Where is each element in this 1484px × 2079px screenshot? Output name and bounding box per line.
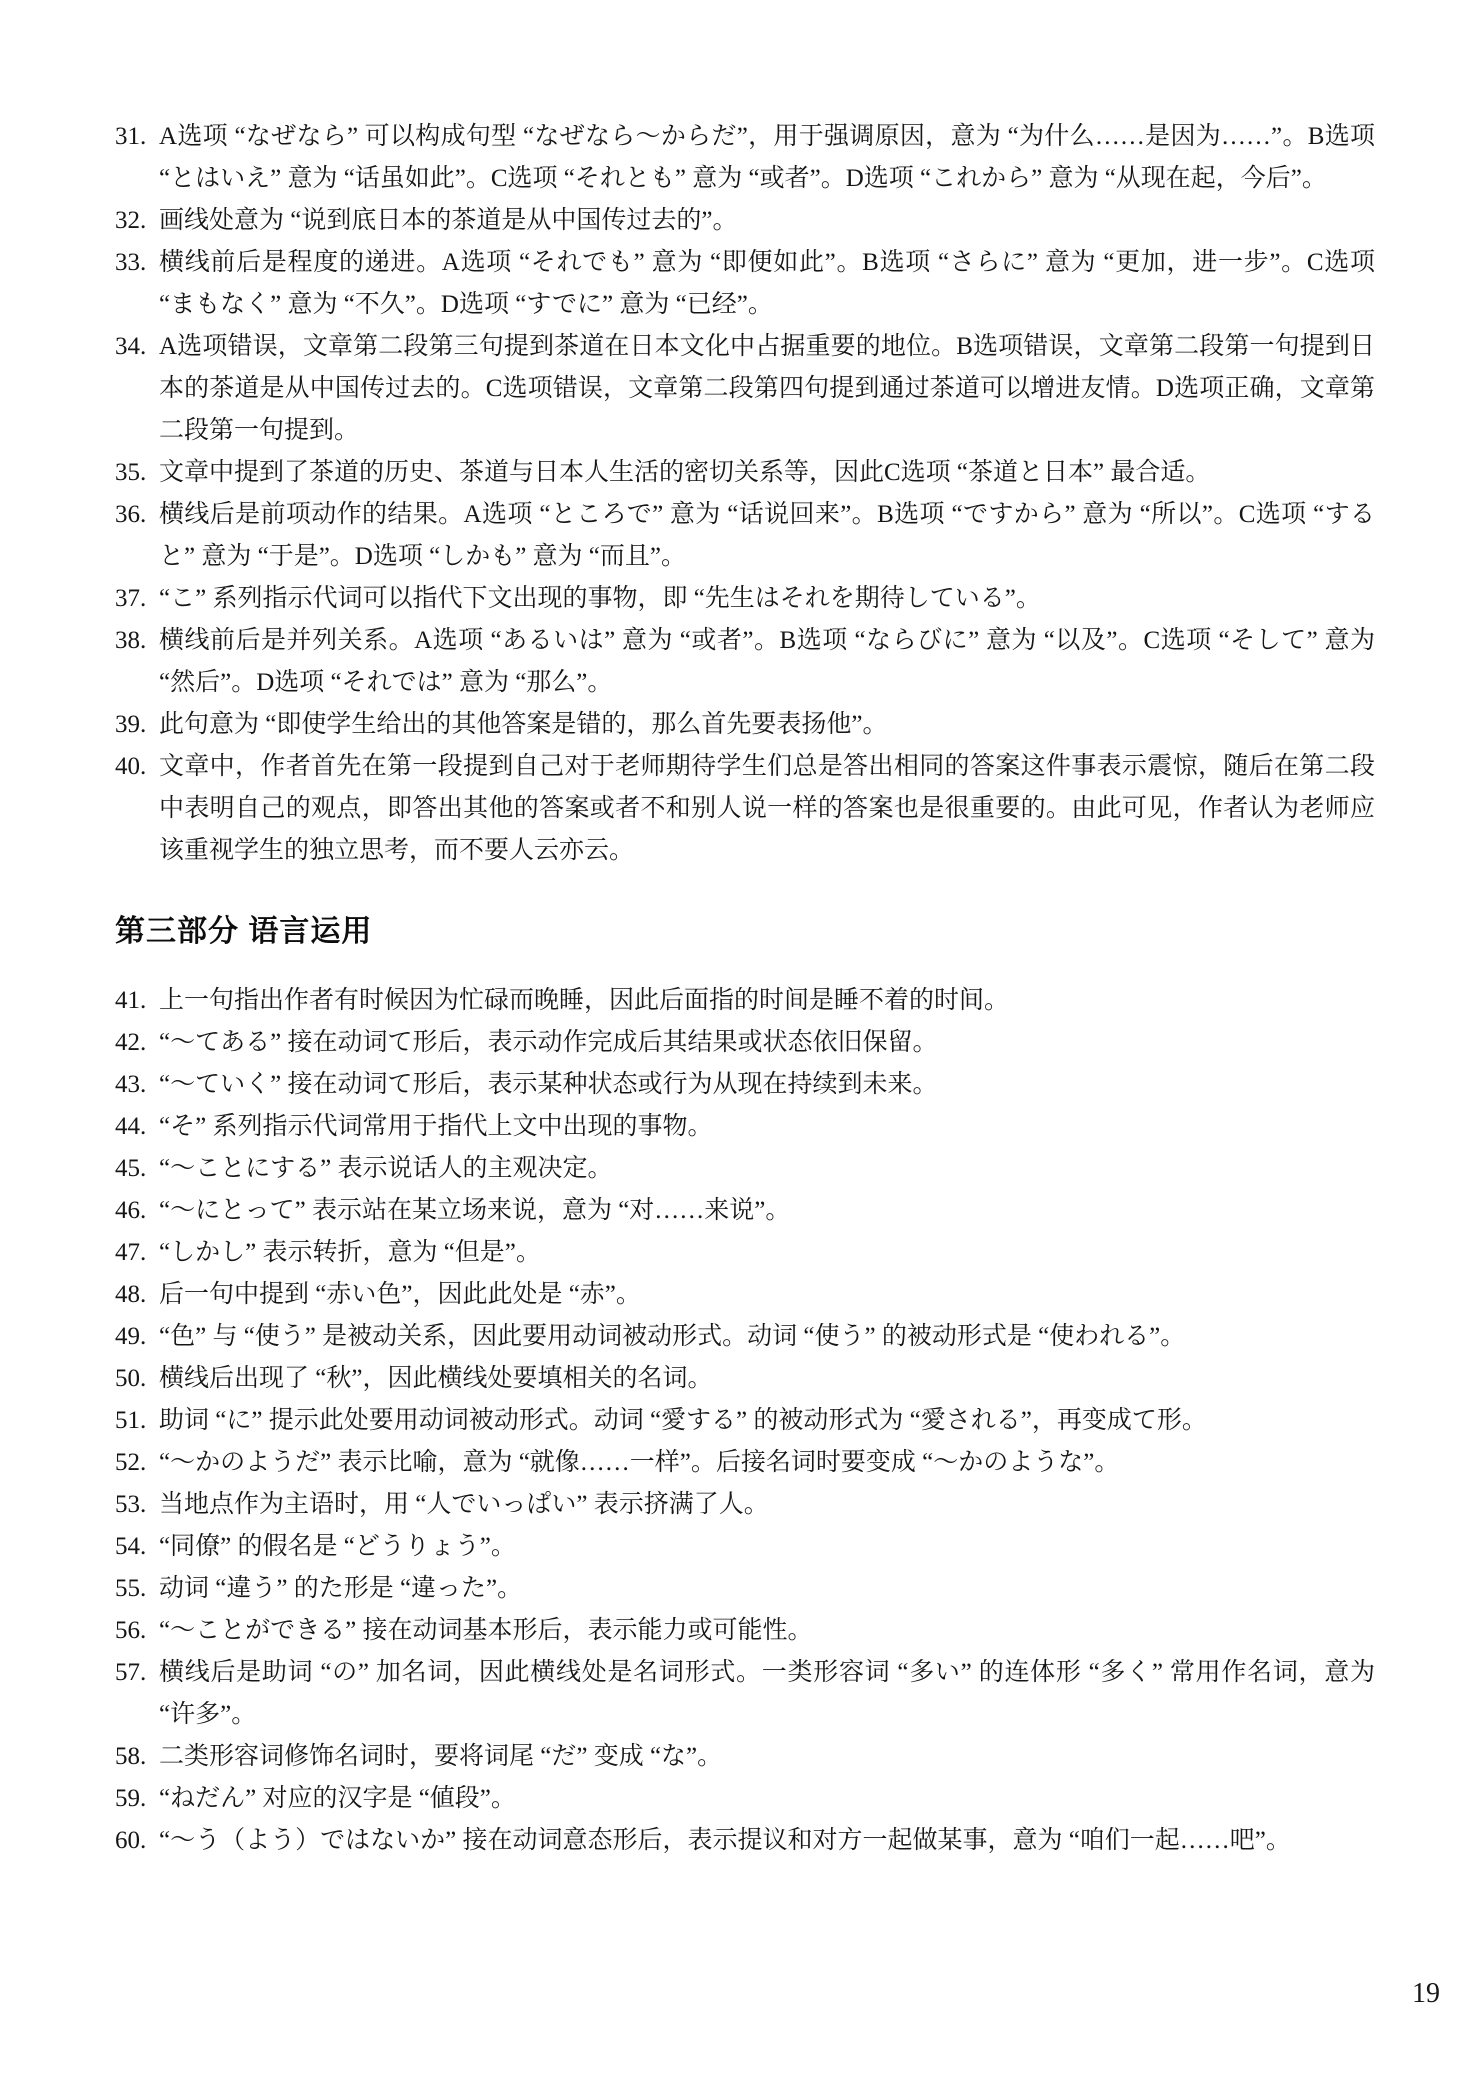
item-number: 35. — [115, 459, 147, 486]
answer-list-part2 — [115, 116, 1375, 872]
answer-item — [115, 1442, 1375, 1484]
item-number: 42. — [115, 1029, 147, 1056]
item-text: 横线后是前项动作的结果。A选项 “ところで” 意为 “话说回来”。B选项 “ですから” 意为 “所以”。C选项 “すると” 意为 “于是”。D选项 “しかも” 意为 “而且”。 — [159, 501, 1375, 570]
item-text: “～う（よう）ではないか” 接在动词意态形后，表示提议和对方一起做某事，意为 “咱们一起……吧”。 — [159, 1827, 1291, 1854]
item-number: 58. — [115, 1743, 147, 1770]
item-text: “～ことにする” 表示说话人的主观决定。 — [159, 1155, 613, 1182]
item-number: 52. — [115, 1449, 147, 1476]
section-heading: 第三部分 语言运用 — [115, 915, 373, 948]
item-number: 43. — [115, 1071, 147, 1098]
answer-item — [115, 1778, 1375, 1820]
item-number: 57. — [115, 1659, 147, 1686]
item-number: 31. — [115, 123, 147, 150]
answer-item — [115, 578, 1375, 620]
answer-item — [115, 1022, 1375, 1064]
item-text: “～てある” 接在动词て形后，表示动作完成后其结果或状态依旧保留。 — [159, 1029, 938, 1056]
page-number: 19 — [1412, 1978, 1440, 2009]
item-number: 59. — [115, 1785, 147, 1812]
item-number: 54. — [115, 1533, 147, 1560]
answer-item — [115, 326, 1375, 452]
item-number: 55. — [115, 1575, 147, 1602]
item-text: 文章中提到了茶道的历史、茶道与日本人生活的密切关系等，因此C选项 “茶道と日本” 最合适。 — [159, 459, 1211, 486]
answer-item — [115, 1484, 1375, 1526]
answer-item — [115, 452, 1375, 494]
item-text: A选项 “なぜなら” 可以构成句型 “なぜなら～からだ”，用于强调原因，意为 “为什么……是因为……”。B选项 “とはいえ” 意为 “话虽如此”。C选项 “それとも” 意为 “或者”。D选项 “これから” 意为 “从现在起，今后”。 — [159, 123, 1375, 192]
answer-item — [115, 1358, 1375, 1400]
item-number: 33. — [115, 249, 147, 276]
answer-item — [115, 1316, 1375, 1358]
answer-item — [115, 1736, 1375, 1778]
item-text: “ねだん” 对应的汉字是 “値段”。 — [159, 1785, 516, 1812]
item-text: “同僚” 的假名是 “どうりょう”。 — [159, 1533, 516, 1560]
item-number: 44. — [115, 1113, 147, 1140]
answer-item — [115, 704, 1375, 746]
item-text: “色” 与 “使う” 是被动关系，因此要用动词被动形式。动词 “使う” 的被动形式是 “使われる”。 — [159, 1323, 1186, 1350]
item-text: 后一句中提到 “赤い色”，因此此处是 “赤”。 — [159, 1281, 641, 1308]
item-number: 38. — [115, 627, 147, 654]
item-text: 此句意为 “即使学生给出的其他答案是错的，那么首先要表扬他”。 — [159, 711, 888, 738]
page-content — [115, 116, 1375, 1862]
item-number: 47. — [115, 1239, 147, 1266]
item-text: “～かのようだ” 表示比喻，意为 “就像……一样”。后接名词时要变成 “～かのような”。 — [159, 1449, 1120, 1476]
answer-item — [115, 200, 1375, 242]
item-number: 49. — [115, 1323, 147, 1350]
item-text: 二类形容词修饰名词时，要将词尾 “だ” 变成 “な”。 — [159, 1743, 723, 1770]
item-number: 32. — [115, 207, 147, 234]
item-text: A选项错误，文章第二段第三句提到茶道在日本文化中占据重要的地位。B选项错误，文章第二段第一句提到日本的茶道是从中国传过去的。C选项错误，文章第二段第四句提到通过茶道可以增进友情。D选项正确，文章第二段第一句提到。 — [159, 333, 1375, 444]
item-text: “～ていく” 接在动词て形后，表示某种状态或行为从现在持续到未来。 — [159, 1071, 938, 1098]
item-number: 40. — [115, 753, 147, 780]
item-number: 50. — [115, 1365, 147, 1392]
answer-item — [115, 1820, 1375, 1862]
answer-item — [115, 242, 1375, 326]
item-text: “そ” 系列指示代词常用于指代上文中出现的事物。 — [159, 1113, 713, 1140]
item-text: 动词 “違う” 的た形是 “違った”。 — [159, 1575, 523, 1602]
item-text: “～にとって” 表示站在某立场来说，意为 “对……来说”。 — [159, 1197, 791, 1224]
item-number: 56. — [115, 1617, 147, 1644]
answer-item — [115, 494, 1375, 578]
item-text: 文章中，作者首先在第一段提到自己对于老师期待学生们总是答出相同的答案这件事表示震惊，随后在第二段中表明自己的观点，即答出其他的答案或者不和别人说一样的答案也是很重要的。由此可见，作者认为老师应该重视学生的独立思考，而不要人云亦云。 — [159, 753, 1375, 864]
item-number: 45. — [115, 1155, 147, 1182]
item-number: 39. — [115, 711, 147, 738]
item-number: 51. — [115, 1407, 147, 1434]
item-number: 34. — [115, 333, 147, 360]
answer-item — [115, 980, 1375, 1022]
answer-item — [115, 1568, 1375, 1610]
answer-item — [115, 1148, 1375, 1190]
item-text: 横线前后是并列关系。A选项 “あるいは” 意为 “或者”。B选项 “ならびに” 意为 “以及”。C选项 “そして” 意为 “然后”。D选项 “それでは” 意为 “那么”。 — [159, 627, 1375, 696]
answer-item — [115, 746, 1375, 872]
item-text: 横线后是助词 “の” 加名词，因此横线处是名词形式。一类形容词 “多い” 的连体形 “多く” 常用作名词，意为 “许多”。 — [159, 1659, 1375, 1728]
item-text: 横线前后是程度的递进。A选项 “それでも” 意为 “即便如此”。B选项 “さらに” 意为 “更加，进一步”。C选项 “まもなく” 意为 “不久”。D选项 “すでに” 意为 “已经”。 — [159, 249, 1375, 318]
item-text: “こ” 系列指示代词可以指代下文出现的事物，即 “先生はそれを期待している”。 — [159, 585, 1041, 612]
item-number: 60. — [115, 1827, 147, 1854]
item-number: 36. — [115, 501, 147, 528]
answer-item — [115, 1274, 1375, 1316]
answer-item — [115, 1400, 1375, 1442]
answer-item — [115, 1232, 1375, 1274]
item-number: 53. — [115, 1491, 147, 1518]
answer-item — [115, 1610, 1375, 1652]
item-number: 48. — [115, 1281, 147, 1308]
item-text: 当地点作为主语时，用 “人でいっぱい” 表示挤满了人。 — [159, 1491, 769, 1518]
answer-item — [115, 116, 1375, 200]
item-text: 画线处意为 “说到底日本的茶道是从中国传过去的”。 — [159, 207, 738, 234]
answer-item — [115, 1064, 1375, 1106]
answer-item — [115, 1190, 1375, 1232]
answer-item — [115, 1526, 1375, 1568]
item-number: 41. — [115, 987, 147, 1014]
answer-list-part3 — [115, 980, 1375, 1862]
item-text: 横线后出现了 “秋”，因此横线处要填相关的名词。 — [159, 1365, 713, 1392]
answer-item — [115, 1652, 1375, 1736]
answer-item — [115, 1106, 1375, 1148]
item-text: 上一句指出作者有时候因为忙碌而晚睡，因此后面指的时间是睡不着的时间。 — [159, 987, 1010, 1014]
answer-item — [115, 620, 1375, 704]
item-number: 37. — [115, 585, 147, 612]
item-text: “しかし” 表示转折，意为 “但是”。 — [159, 1239, 541, 1266]
item-number: 46. — [115, 1197, 147, 1224]
item-text: 助词 “に” 提示此处要用动词被动形式。动词 “愛する” 的被动形式为 “愛される”，再变成て形。 — [159, 1407, 1207, 1434]
item-text: “～ことができる” 接在动词基本形后，表示能力或可能性。 — [159, 1617, 813, 1644]
